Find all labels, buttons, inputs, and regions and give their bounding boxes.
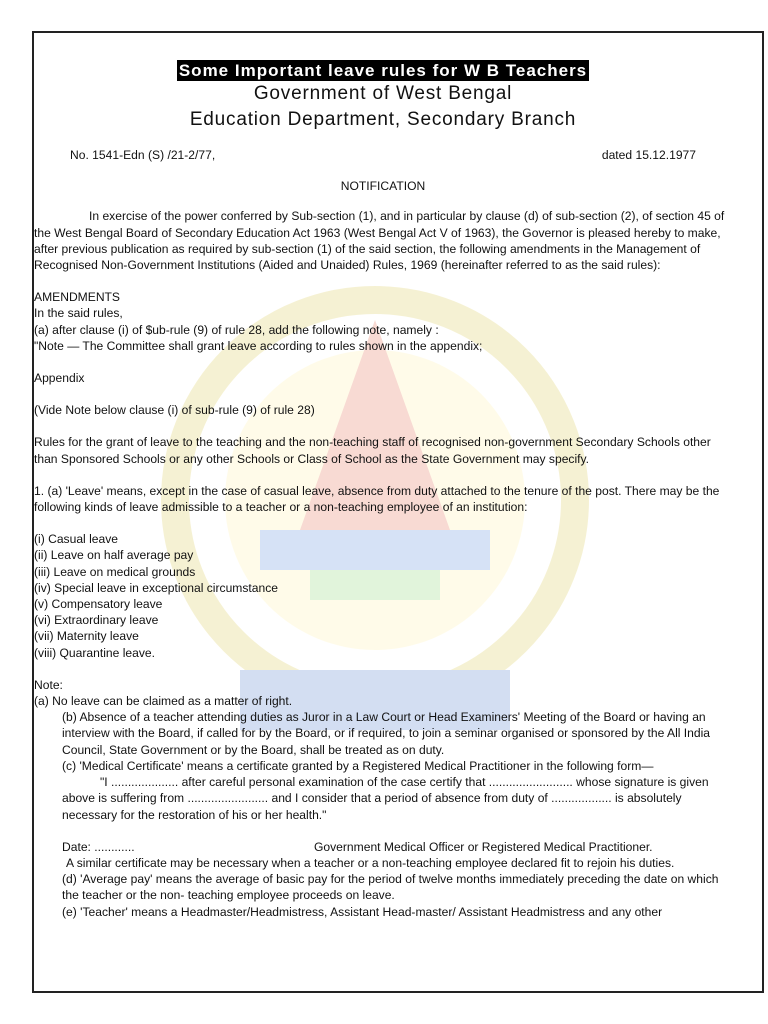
government-heading: Government of West Bengal <box>253 83 513 104</box>
amendments-heading: AMENDMENTS <box>34 290 121 305</box>
list-item: (i) Casual leave <box>34 532 119 547</box>
amendments-line: "Note — The Committee shall grant leave according to rules shown in the appendix; <box>34 338 483 353</box>
intro-paragraph: In exercise of the power conferred by Sub-section (1), and in particular by clause (d) of sub-section (2), of section 45 of the West Bengal Board of Secondary Education Act 1963 (West Bengal Act V of 1963), the Governor is pleased hereby to make, after previous publication as required by sub-section (1) of the said section, the following amendments in the Management of Recognised Non-Government Institutions (Aided and Unaided) Rules, 1969 (hereinafter referred to as the said rules): <box>34 209 725 273</box>
list-item: (vii) Maternity leave <box>34 629 139 644</box>
department-heading: Education Department, Secondary Branch <box>189 109 577 130</box>
list-item: (ii) Leave on half average pay <box>34 548 194 563</box>
rules-intro-paragraph: Rules for the grant of leave to the teaching and the non-teaching staff of recognised non-government Secondary Schools other than Sponsored Schools or any other Schools or Class of School as the State Government may specify. <box>34 435 711 466</box>
list-item: (iv) Special leave in exceptional circumstance <box>34 580 279 595</box>
reference-date: dated 15.12.1977 <box>601 148 696 162</box>
list-item: (vi) Extraordinary leave <box>34 613 159 628</box>
date-label: Date: ............ <box>62 839 135 854</box>
note-heading: Note: <box>34 677 63 692</box>
similar-certificate-note: A similar certificate may be necessary when a teacher or a non-teaching employee declared fit to rejoin his duties. <box>66 855 675 870</box>
appendix-vide: (Vide Note below clause (i) of sub-rule (9) of rule 28) <box>34 403 315 418</box>
note-e: (e) 'Teacher' means a Headmaster/Headmistress, Assistant Head-master/ Assistant Headmistress and any other <box>62 904 663 919</box>
signature-row <box>34 839 732 855</box>
reference-row <box>34 147 732 163</box>
note-b: (b) Absence of a teacher attending duties as Juror in a Law Court or Head Examiners' Meeting of the Board or having an interview with the Board, if called for by the Board, or if required, to join a seminar organised or sponsored by the All India Council, State Government or by the Board, shall be treated as on duty. <box>62 710 711 757</box>
rule-1-paragraph: 1. (a) 'Leave' means, except in the case of casual leave, absence from duty attached to the tenure of the post. There may be the following kinds of leave admissible to a teacher or a non-teaching employee of an institution: <box>34 483 720 515</box>
list-item: (iii) Leave on medical grounds <box>34 564 196 579</box>
list-item: (v) Compensatory leave <box>34 597 163 612</box>
note-c: (c) 'Medical Certificate' means a certificate granted by a Registered Medical Practitioner in the following form— <box>62 758 654 773</box>
document-body <box>34 60 732 920</box>
reference-number: No. 1541-Edn (S) /21-2/77, <box>70 148 216 162</box>
medical-certificate-quote: "I .................... after careful personal examination of the case certify that ......................... whose signature is given above is suffering from ........................ and I consider that a period of absence from duty of .................. is absolutely necessary for the restoration of his or her health." <box>62 775 709 822</box>
note-d: (d) 'Average pay' means the average of basic pay for the period of twelve months immediately preceding the date on which the teacher or the non- teaching employee proceeds on leave. <box>62 872 719 903</box>
notification-heading: NOTIFICATION <box>340 179 426 194</box>
appendix-heading: Appendix <box>34 371 85 386</box>
amendments-line: In the said rules, <box>34 306 123 321</box>
amendments-line: (a) after clause (i) of $ub-rule (9) of rule 28, add the following note, namely : <box>34 322 439 337</box>
note-section <box>34 677 732 920</box>
list-item: (viii) Quarantine leave. <box>34 645 155 660</box>
leave-types-list <box>34 531 732 661</box>
amendments-section <box>34 289 732 354</box>
note-a: (a) No leave can be claimed as a matter of right. <box>34 694 293 709</box>
signatory-label: Government Medical Officer or Registered Medical Practitioner. <box>314 839 653 854</box>
document-title-banner: Some Important leave rules for W B Teachers <box>178 61 588 80</box>
